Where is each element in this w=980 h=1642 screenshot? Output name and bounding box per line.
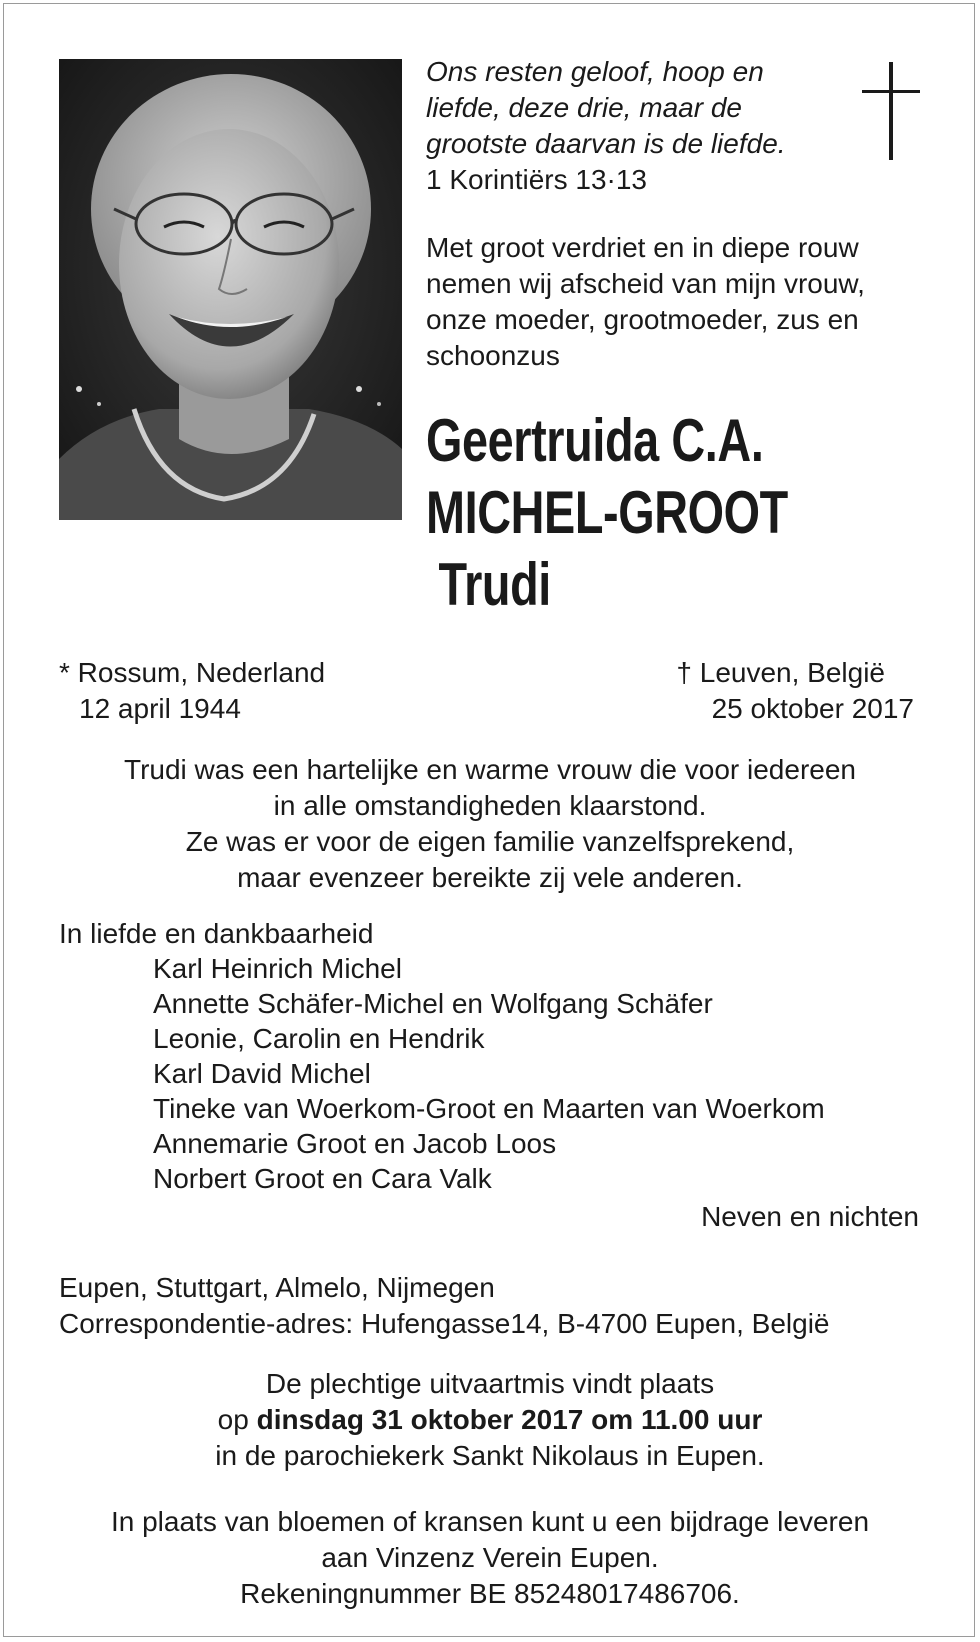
family-heading: In liefde en dankbaarheid xyxy=(59,918,374,949)
family-member: Tineke van Woerkom-Groot en Maarten van Woerkom xyxy=(153,1093,825,1124)
funeral-service xyxy=(40,1366,940,1474)
nickname: Trudi xyxy=(438,551,551,618)
birth-info xyxy=(59,655,325,727)
service-datetime: dinsdag 31 oktober 2017 om 11.00 uur xyxy=(256,1404,763,1435)
service-location: in de parochiekerk Sankt Nikolaus in Eupen. xyxy=(215,1440,765,1471)
service-line: De plechtige uitvaartmis vindt plaats xyxy=(265,1368,715,1399)
birth-place: * Rossum, Nederland xyxy=(59,657,326,688)
places-info xyxy=(59,1270,830,1342)
family-closing: Neven en nichten xyxy=(701,1201,919,1232)
tribute-line: Trudi was een hartelijke en warme vrouw die voor iedereen xyxy=(124,754,856,785)
family-member: Norbert Groot en Cara Valk xyxy=(153,1163,492,1194)
birth-date: 12 april 1944 xyxy=(79,693,241,724)
family-member: Leonie, Carolin en Hendrik xyxy=(153,1023,485,1054)
cities: Eupen, Stuttgart, Almelo, Nijmegen xyxy=(59,1272,495,1303)
family-list xyxy=(59,916,825,1196)
verse-line: grootste daarvan is de liefde. xyxy=(426,128,786,159)
tribute-line: Ze was er voor de eigen familie vanzelfsprekend, xyxy=(185,826,795,857)
intro-line: nemen wij afscheid van mijn vrouw, xyxy=(426,268,865,299)
first-names: Geertruida C.A. xyxy=(426,407,764,474)
verse-line: Ons resten geloof, hoop en xyxy=(426,56,764,87)
intro-line: Met groot verdriet en in diepe rouw xyxy=(426,232,859,263)
family-member: Annemarie Groot en Jacob Loos xyxy=(153,1128,557,1159)
bank-account: Rekeningnummer BE 85248017486706. xyxy=(240,1578,740,1609)
donation-notice xyxy=(40,1504,940,1612)
bible-verse xyxy=(426,54,866,198)
announcement-intro xyxy=(426,230,936,374)
verse-reference: 1 Korintiërs 13·13 xyxy=(426,164,648,195)
service-datetime-line xyxy=(40,1402,940,1438)
intro-line: onze moeder, grootmoeder, zus en xyxy=(426,304,859,335)
tribute-line: in alle omstandigheden klaarstond. xyxy=(273,790,707,821)
donation-line: In plaats van bloemen of kransen kunt u een bijdrage leveren xyxy=(110,1506,870,1537)
family-member: Annette Schäfer-Michel en Wolfgang Schäfer xyxy=(153,988,713,1019)
donation-line: aan Vinzenz Verein Eupen. xyxy=(321,1542,659,1573)
death-date: 25 oktober 2017 xyxy=(711,693,914,724)
death-info xyxy=(676,655,914,727)
death-place: † Leuven, België xyxy=(676,657,885,688)
correspondence-address: Correspondentie-adres: Hufengasse14, B-4700 Eupen, België xyxy=(59,1308,830,1339)
surname: MICHEL-GROOT xyxy=(426,479,788,546)
family-member: Karl Heinrich Michel xyxy=(153,953,402,984)
tribute-text xyxy=(40,752,940,896)
portrait-photo xyxy=(59,59,402,520)
cross-icon xyxy=(862,62,920,162)
intro-line: schoonzus xyxy=(426,340,560,371)
family-member: Karl David Michel xyxy=(153,1058,371,1089)
deceased-name xyxy=(426,405,788,621)
service-prefix: op xyxy=(217,1404,249,1435)
verse-line: liefde, deze drie, maar de xyxy=(426,92,742,123)
tribute-line: maar evenzeer bereikte zij vele anderen. xyxy=(237,862,743,893)
